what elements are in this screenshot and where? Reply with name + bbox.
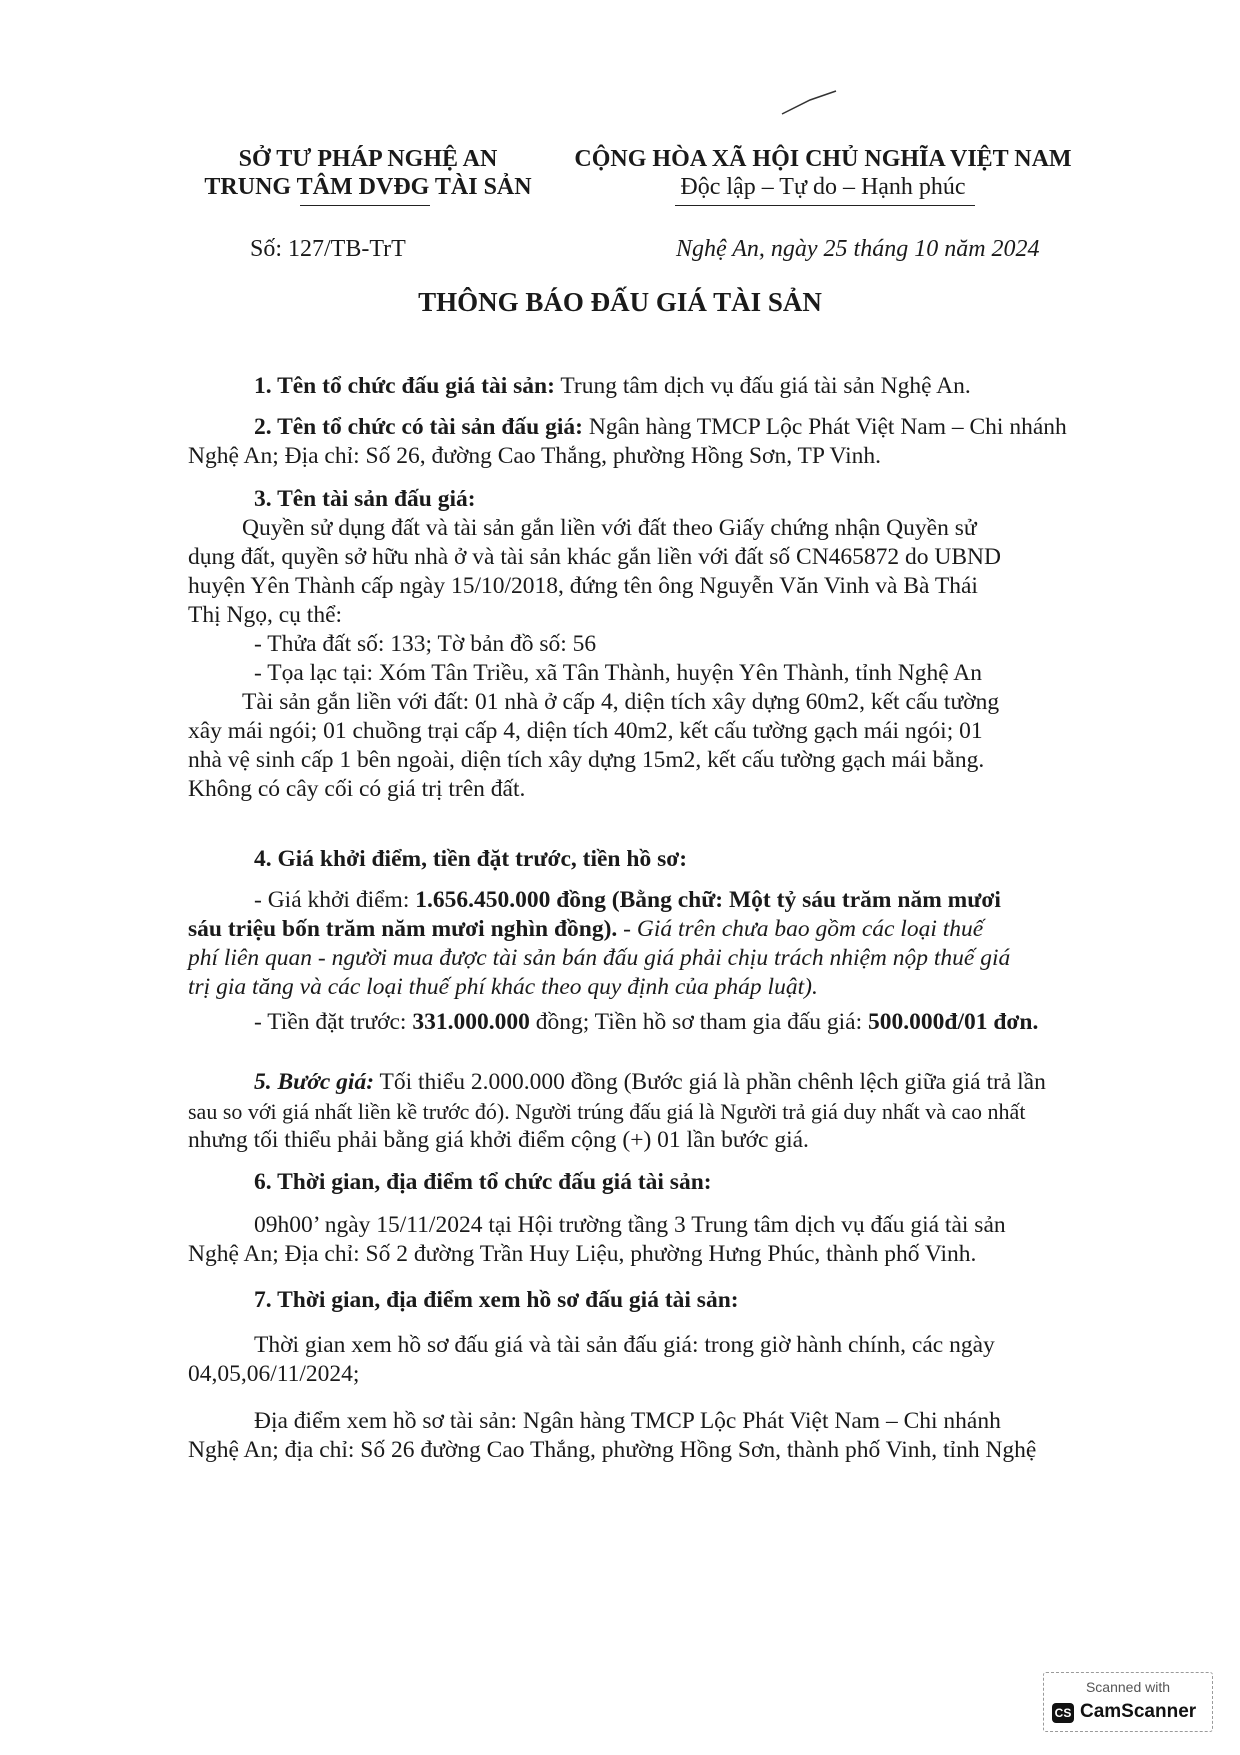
price-note-1: - Giá trên chưa bao gồm các loại thuế	[617, 916, 984, 942]
section-5-line2: sau so với giá nhất liền kề trước đó). Người trúng đấu giá là Người trả giá duy nhất và cao nhất	[188, 1099, 1026, 1124]
org-underline	[300, 205, 430, 206]
section-3-p1-line4: Thị Ngọ, cụ thể:	[188, 602, 343, 628]
file-fee-value: 500.000đ/01 đơn.	[868, 1009, 1039, 1035]
section-3-item1: - Thửa đất số: 133; Tờ bản đồ số: 56	[254, 631, 597, 657]
section-3-p2-line4: Không có cây cối có giá trị trên đất.	[188, 776, 526, 802]
pen-stroke-mark	[780, 88, 840, 118]
document-date: Nghệ An, ngày 25 tháng 10 năm 2024	[676, 236, 1040, 262]
section-2-heading: 2. Tên tổ chức có tài sản đấu giá:	[254, 414, 583, 440]
section-7	[188, 1286, 1134, 1465]
deposit-value: 331.000.000	[412, 1009, 530, 1035]
section-6-line2: Nghệ An; Địa chỉ: Số 2 đường Trần Huy Liệu, phường Hưng Phúc, thành phố Vinh.	[188, 1241, 977, 1267]
watermark-caption: Scanned with	[1085, 1679, 1171, 1695]
section-7-p1-line2: 04,05,06/11/2024;	[188, 1361, 360, 1387]
motto-underline	[675, 205, 975, 206]
starting-price-words: sáu triệu bốn trăm năm mươi nghìn đồng).	[188, 916, 618, 942]
price-note-2: phí liên quan - người mua được tài sản bán đấu giá phải chịu trách nhiệm nộp thuế giá	[188, 945, 1011, 971]
section-2-text-1: Ngân hàng TMCP Lộc Phát Việt Nam – Chi nhánh	[582, 414, 1067, 440]
org-name-line1: SỞ TƯ PHÁP NGHỆ AN	[238, 146, 498, 172]
section-2	[188, 413, 1134, 471]
section-6-line1: 09h00’ ngày 15/11/2024 tại Hội trường tầng 3 Trung tâm dịch vụ đấu giá tài sản	[254, 1212, 1006, 1238]
camscanner-watermark	[1043, 1672, 1213, 1732]
nation-title: CỘNG HÒA XÃ HỘI CHỦ NGHĨA VIỆT NAM	[574, 146, 1072, 172]
section-1	[188, 372, 1134, 401]
camscanner-logo-icon: CS	[1052, 1703, 1074, 1723]
section-4-heading: 4. Giá khởi điểm, tiền đặt trước, tiền hồ sơ:	[254, 846, 688, 872]
watermark-brand: CamScanner	[1080, 1701, 1197, 1722]
section-5	[188, 1068, 1134, 1155]
section-3-heading: 3. Tên tài sản đấu giá:	[254, 486, 476, 512]
deposit-label: - Tiền đặt trước:	[254, 1009, 413, 1035]
starting-price-value: 1.656.450.000 đồng (Bằng chữ: Một tỷ sáu trăm năm mươi	[415, 887, 1001, 913]
section-3	[188, 485, 1134, 804]
section-1-heading: 1. Tên tổ chức đấu giá tài sản:	[254, 373, 555, 399]
section-6-heading: 6. Thời gian, địa điểm tổ chức đấu giá tài sản:	[254, 1169, 712, 1195]
section-3-p2-line2: xây mái ngói; 01 chuồng trại cấp 4, diện tích 40m2, kết cấu tường gạch mái ngói; 01	[188, 718, 983, 744]
price-note-3: trị gia tăng và các loại thuế phí khác theo quy định của pháp luật).	[188, 974, 818, 1000]
section-3-p2-line1: Tài sản gắn liền với đất: 01 nhà ở cấp 4, diện tích xây dựng 60m2, kết cấu tường	[242, 689, 1000, 715]
section-5-line3: nhưng tối thiểu phải bằng giá khởi điểm cộng (+) 01 lần bước giá.	[188, 1127, 809, 1153]
deposit-mid: đồng; Tiền hồ sơ tham gia đấu giá:	[529, 1009, 868, 1035]
starting-price-label: - Giá khởi điểm:	[254, 887, 416, 913]
page-title: THÔNG BÁO ĐẤU GIÁ TÀI SẢN	[418, 287, 822, 317]
section-7-p1-line1: Thời gian xem hồ sơ đấu giá và tài sản đấu giá: trong giờ hành chính, các ngày	[254, 1332, 995, 1358]
section-5-line1: Tối thiểu 2.000.000 đồng (Bước giá là phần chênh lệch giữa giá trả lần	[374, 1069, 1046, 1095]
section-7-p2-line2: Nghệ An; địa chỉ: Số 26 đường Cao Thắng, phường Hồng Sơn, thành phố Vinh, tỉnh Nghệ	[188, 1437, 1037, 1463]
section-6	[188, 1168, 1134, 1269]
section-1-text: Trung tâm dịch vụ đấu giá tài sản Nghệ An.	[554, 373, 971, 399]
section-3-p2-line3: nhà vệ sinh cấp 1 bên ngoài, diện tích xây dựng 15m2, kết cấu tường gạch mái bằng.	[188, 747, 985, 773]
nation-motto: Độc lập – Tự do – Hạnh phúc	[680, 174, 966, 200]
section-3-item2: - Tọa lạc tại: Xóm Tân Triều, xã Tân Thành, huyện Yên Thành, tỉnh Nghệ An	[254, 660, 982, 686]
section-7-heading: 7. Thời gian, địa điểm xem hồ sơ đấu giá tài sản:	[254, 1287, 739, 1313]
section-4	[188, 845, 1134, 1037]
section-5-heading: 5. Bước giá:	[254, 1069, 375, 1095]
section-3-p1-line2: dụng đất, quyền sở hữu nhà ở và tài sản khác gắn liền với đất số CN465872 do UBND	[188, 544, 1001, 570]
section-3-p1-line1: Quyền sử dụng đất và tài sản gắn liền với đất theo Giấy chứng nhận Quyền sử	[242, 515, 977, 541]
document-number: Số: 127/TB-TrT	[250, 236, 406, 262]
section-2-text-2: Nghệ An; Địa chỉ: Số 26, đường Cao Thắng, phường Hồng Sơn, TP Vinh.	[188, 443, 882, 469]
section-7-p2-line1: Địa điểm xem hồ sơ tài sản: Ngân hàng TMCP Lộc Phát Việt Nam – Chi nhánh	[254, 1408, 1001, 1434]
section-3-p1-line3: huyện Yên Thành cấp ngày 15/10/2018, đứng tên ông Nguyễn Văn Vinh và Bà Thái	[188, 573, 978, 599]
org-name-line2: TRUNG TÂM DVĐG TÀI SẢN	[204, 174, 532, 200]
